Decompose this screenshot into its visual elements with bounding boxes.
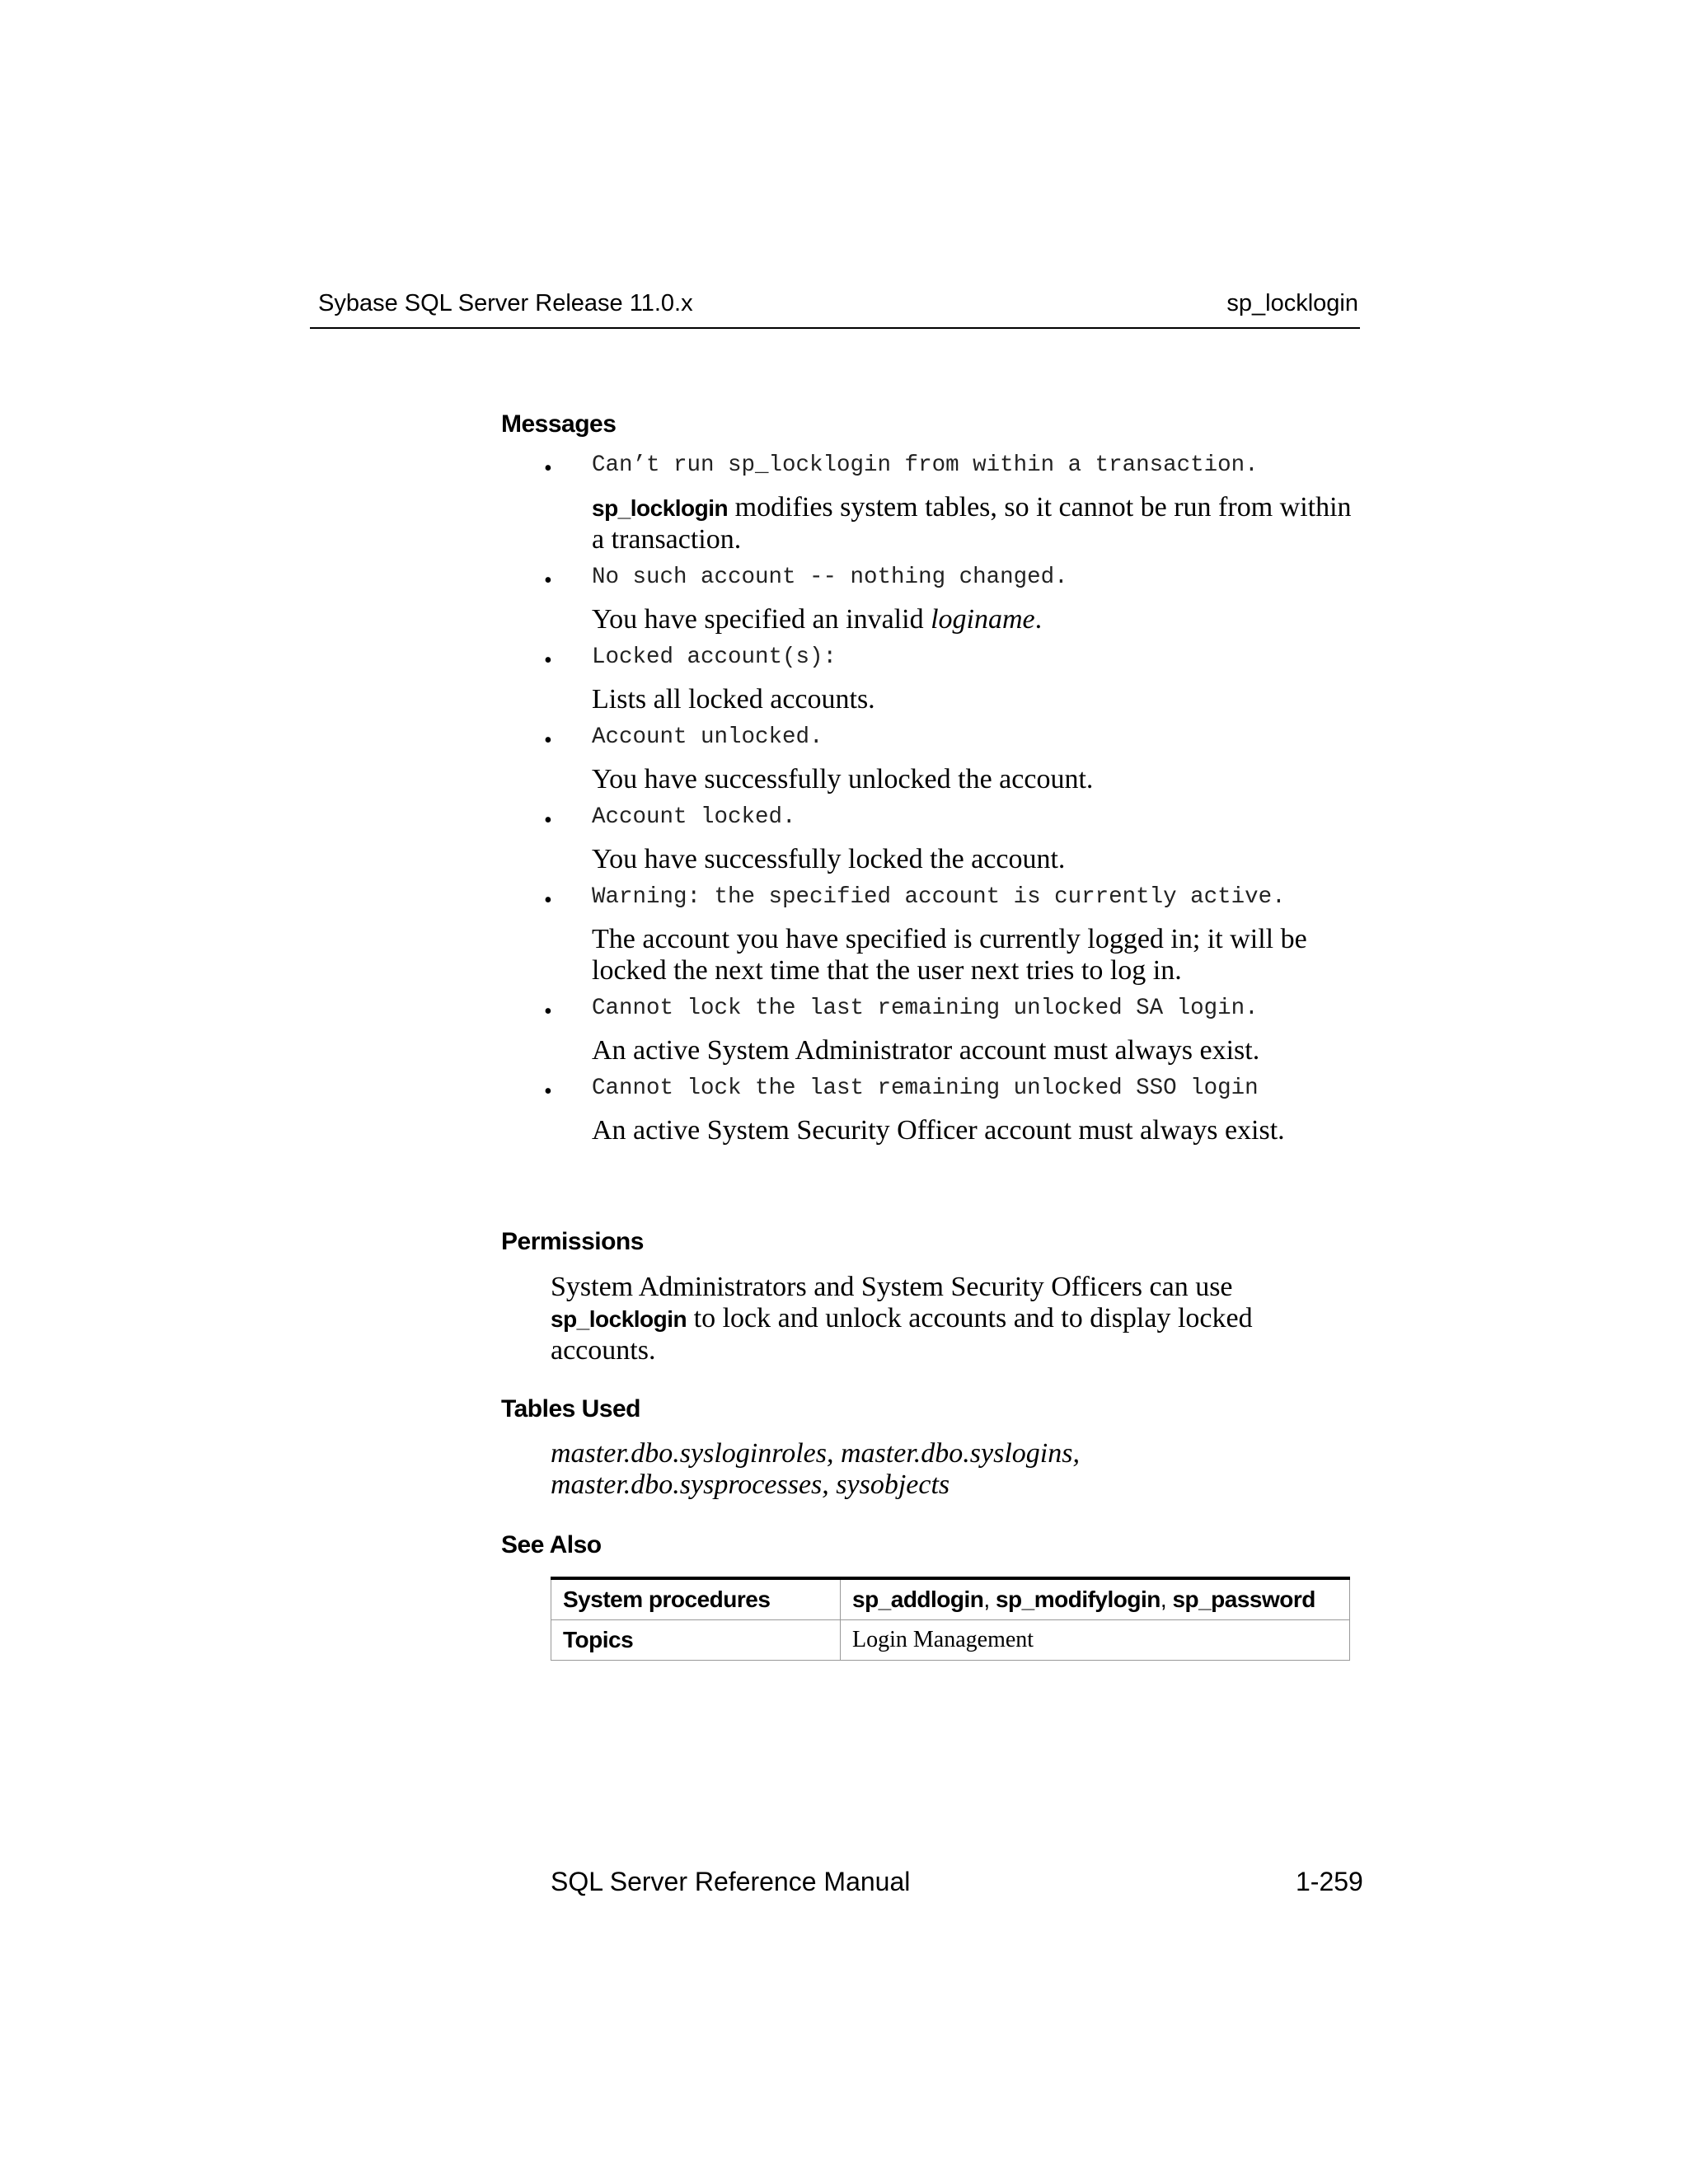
topic-link[interactable]: Login Management	[841, 1620, 1350, 1661]
message-item	[544, 724, 1368, 795]
message-code: Account locked.	[592, 804, 796, 830]
bullet: •	[544, 808, 552, 833]
message-code: Warning: the specified account is currently active.	[592, 884, 1286, 910]
permissions-text-part: System Administrators and System Security Officers can use	[551, 1272, 1233, 1302]
see-also-links: sp_addlogin, sp_modifylogin, sp_password	[841, 1578, 1350, 1620]
procedure-link[interactable]: sp_password	[1172, 1586, 1315, 1612]
message-description	[592, 604, 1368, 635]
message-description: The account you have specified is currently logged in; it will be locked the next time that the user next tries to log in.	[592, 924, 1307, 986]
see-also-table	[551, 1577, 1350, 1661]
message-description-text: .	[1034, 604, 1043, 635]
message-description: You have successfully locked the account.	[592, 844, 1066, 874]
message-item	[544, 452, 1368, 555]
see-also-label: System procedures	[551, 1578, 841, 1620]
message-item	[544, 995, 1368, 1066]
table-name: master.dbo.sysloginroles	[551, 1438, 827, 1469]
bullet: •	[544, 999, 552, 1024]
message-item	[544, 883, 1368, 987]
message-item	[544, 564, 1368, 635]
message-code: Account unlocked.	[592, 724, 823, 750]
permissions-heading: Permissions	[501, 1228, 644, 1255]
message-description: An active System Security Officer account must always exist.	[592, 1115, 1285, 1146]
message-code: Cannot lock the last remaining unlocked SA login.	[592, 996, 1259, 1021]
permissions-text-part: to lock and unlock accounts and to display locked accounts.	[551, 1303, 1253, 1366]
header-topic: sp_locklogin	[1226, 290, 1358, 316]
message-code: Locked account(s):	[592, 644, 837, 670]
header-title: Sybase SQL Server Release 11.0.x	[318, 290, 693, 316]
permissions-text	[551, 1272, 1342, 1366]
message-description: You have successfully unlocked the account.	[592, 764, 1094, 794]
message-description-text: You have specified an invalid	[592, 604, 931, 635]
parameter-name: loginame	[931, 604, 1035, 635]
see-also-label: Topics	[551, 1620, 841, 1661]
message-item	[544, 644, 1368, 715]
procedure-link[interactable]: sp_addlogin	[852, 1586, 984, 1612]
table-name: master.dbo.syslogins	[840, 1438, 1073, 1469]
message-code: Cannot lock the last remaining unlocked SSO login	[592, 1076, 1259, 1101]
see-also-heading: See Also	[501, 1531, 602, 1558]
bullet: •	[544, 568, 552, 593]
table-row	[551, 1578, 1350, 1620]
message-description-text: modifies system tables, so it cannot be run from within a transaction.	[592, 492, 1352, 555]
table-row	[551, 1620, 1350, 1661]
page-number: 1-259	[1296, 1867, 1363, 1896]
message-description: Lists all locked accounts.	[592, 684, 875, 715]
message-code: No such account -- nothing changed.	[592, 565, 1068, 590]
header-rule	[310, 327, 1360, 329]
footer-manual-title: SQL Server Reference Manual	[551, 1867, 911, 1896]
message-description	[592, 492, 1368, 555]
bullet: •	[544, 648, 552, 673]
tables-used-heading: Tables Used	[501, 1395, 641, 1422]
messages-list	[544, 452, 1368, 1155]
table-name: sysobjects	[836, 1469, 950, 1500]
procedure-name: sp_locklogin	[551, 1306, 687, 1332]
bullet: •	[544, 888, 552, 913]
running-header	[318, 290, 1358, 325]
procedure-name: sp_locklogin	[592, 495, 729, 521]
tables-used-list: master.dbo.sysloginroles, master.dbo.syslogins, master.dbo.sysprocesses, sysobjects	[551, 1438, 1080, 1500]
message-code: Can’t run sp_locklogin from within a transaction.	[592, 452, 1259, 478]
bullet: •	[544, 728, 552, 753]
message-item	[544, 1075, 1368, 1146]
bullet: •	[544, 1079, 552, 1104]
procedure-link[interactable]: sp_modifylogin	[995, 1586, 1160, 1612]
table-name: master.dbo.sysprocesses	[551, 1469, 823, 1500]
message-item	[544, 804, 1368, 875]
bullet: •	[544, 456, 552, 481]
message-description: An active System Administrator account must always exist.	[592, 1035, 1260, 1066]
messages-heading: Messages	[501, 410, 617, 438]
